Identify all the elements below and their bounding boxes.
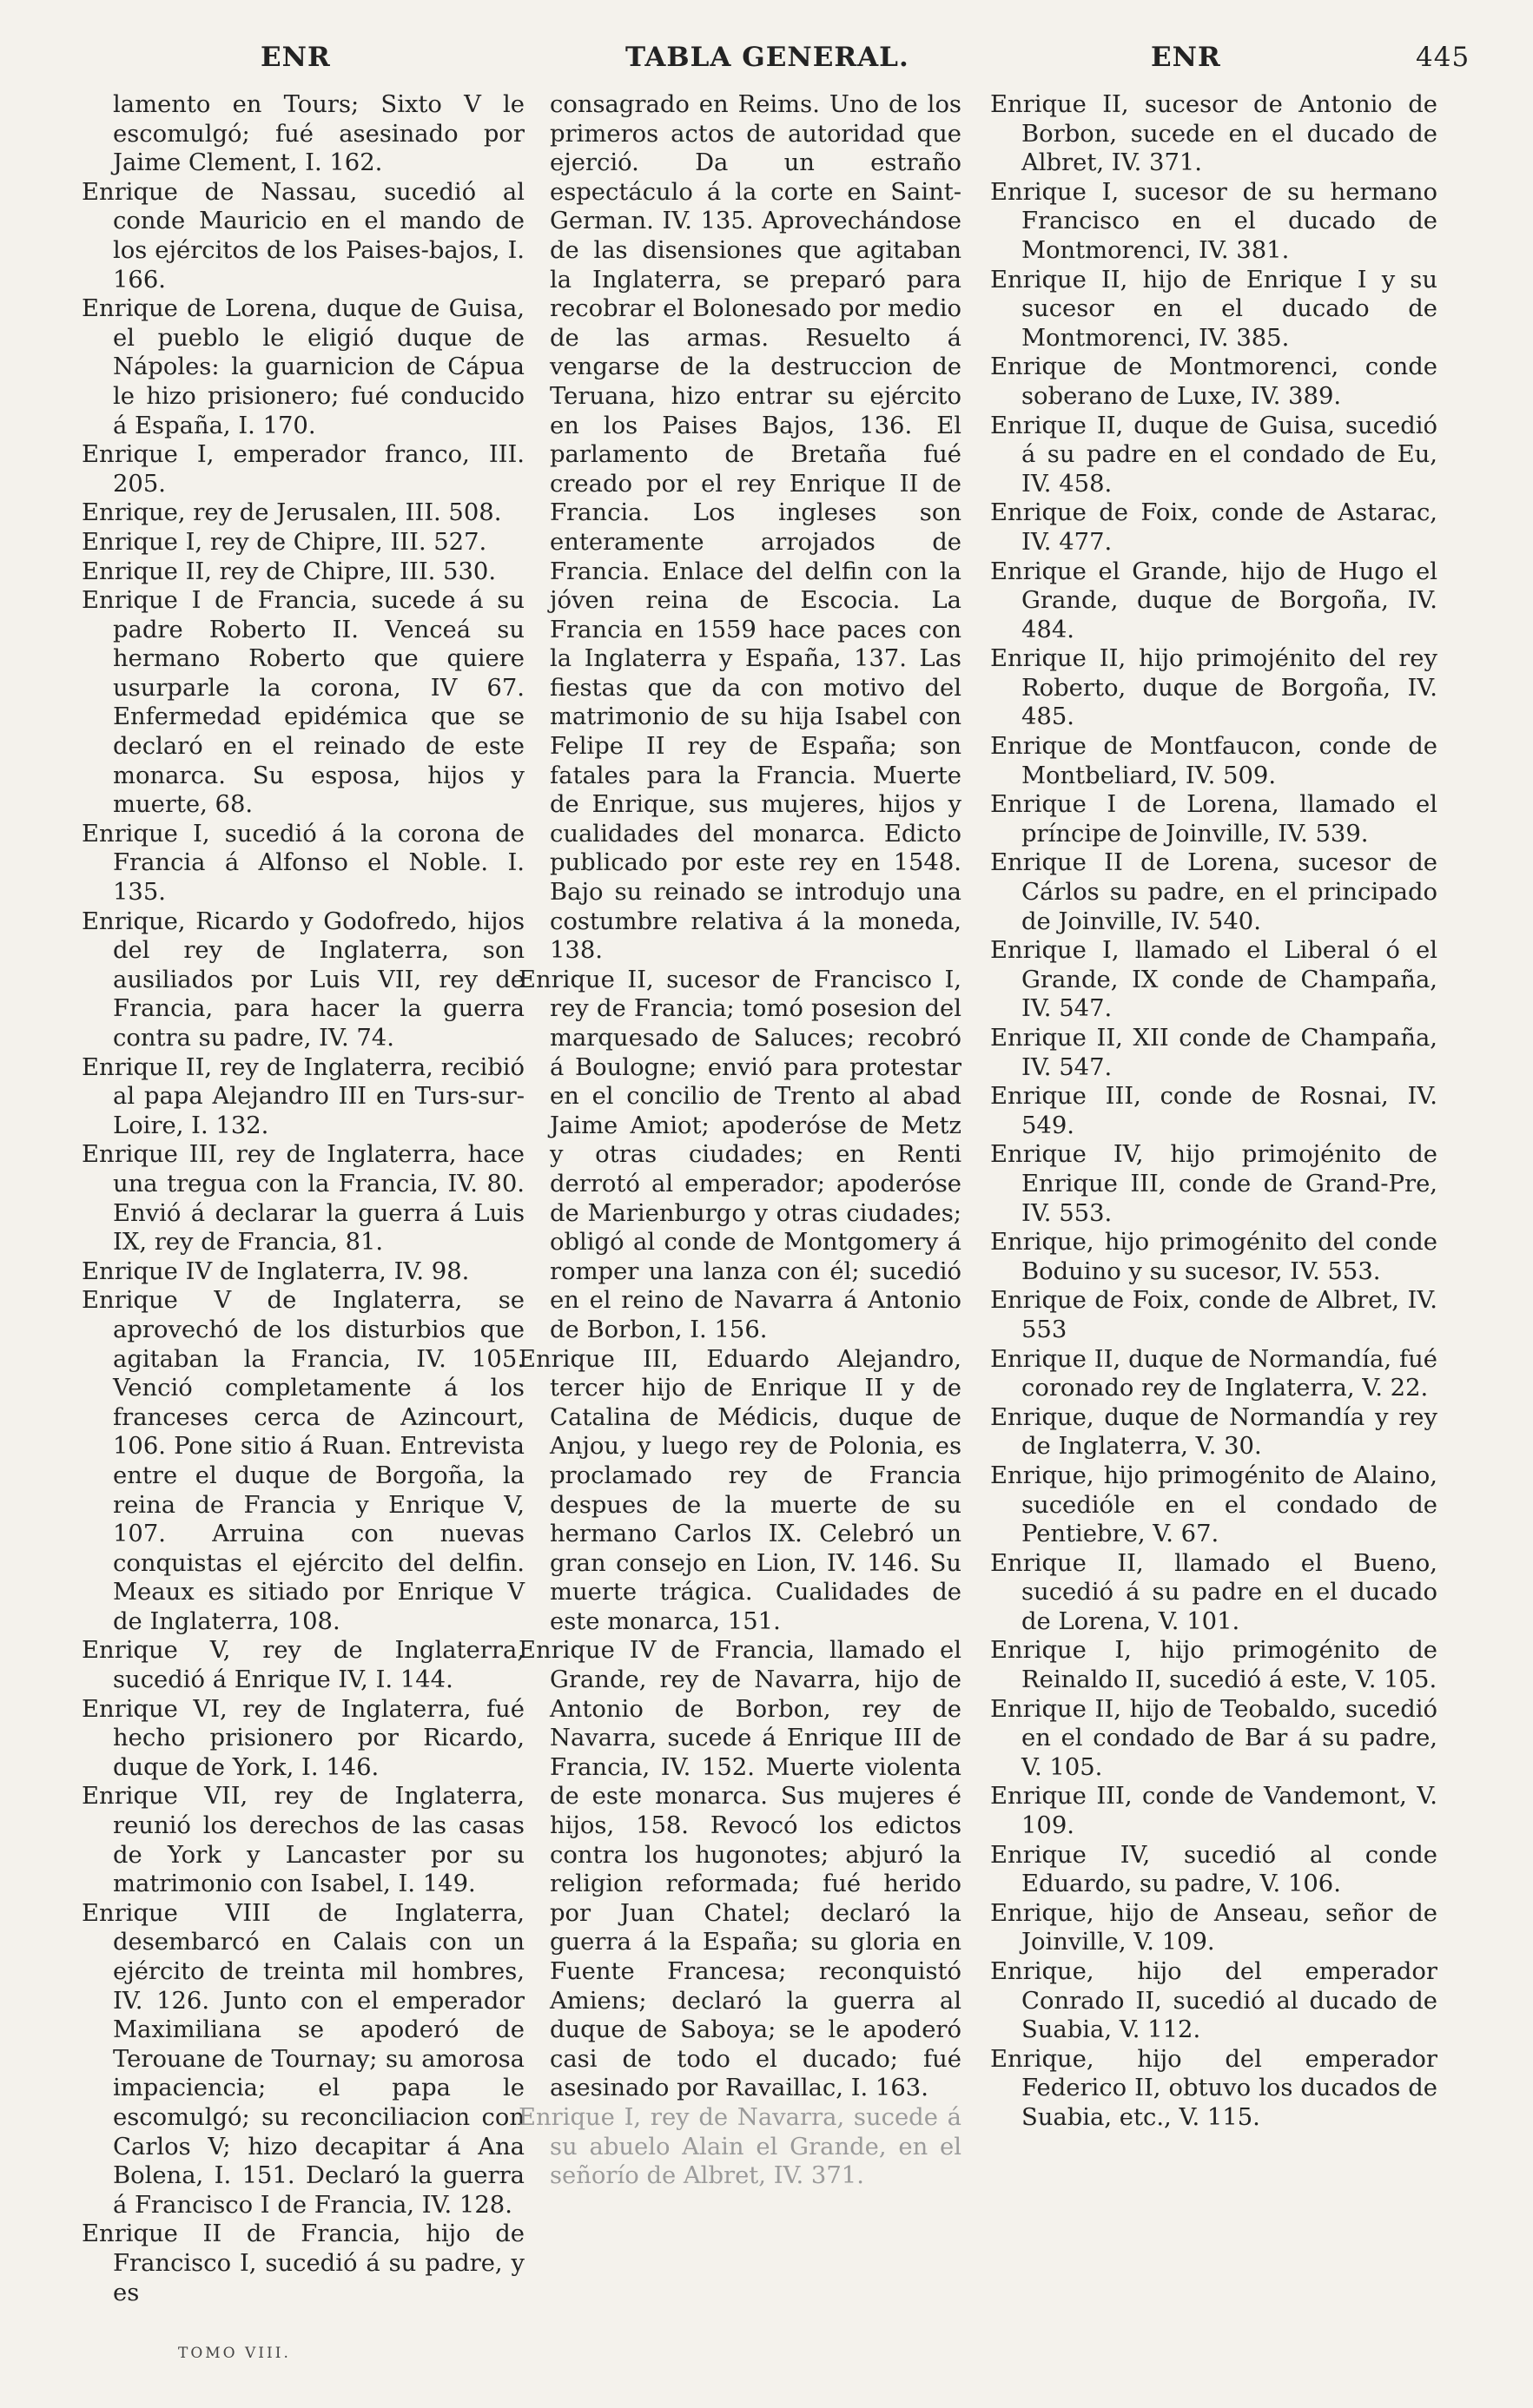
index-entry: Enrique I, sucesor de su hermano Francisco en el ducado de Montmorenci, IV. 381. bbox=[990, 178, 1437, 264]
index-entry: Enrique, hijo primogénito de Alaino, sucedióle en el condado de Pentiebre, V. 67. bbox=[990, 1461, 1437, 1548]
index-entry: Enrique II de Francia, hijo de Francisco I, sucedió á su padre, y es bbox=[82, 2220, 525, 2306]
index-entry: Enrique II, sucesor de Antonio de Borbon, sucede en el ducado de Albret, IV. 371. bbox=[990, 91, 1437, 177]
index-entry: Enrique III, Eduardo Alejandro, tercer hijo de Enrique II y de Catalina de Médicis, duque de Anjou, y luego rey de Polonia, es proclamado rey de Francia despues de la muerte de su hermano Carlos IX. Celebró un gran consejo en Lion, IV. 146. Su muerte trágica. Cualidades de este monarca, 151. bbox=[519, 1345, 961, 1635]
index-entry: Enrique II, duque de Guisa, sucedió á su padre en el condado de Eu, IV. 458. bbox=[990, 412, 1437, 498]
volume-footer: TOMO VIII. bbox=[178, 2345, 291, 2362]
index-entry: Enrique II, rey de Chipre, III. 530. bbox=[82, 557, 497, 585]
index-entry: Enrique de Foix, conde de Albret, IV. 553 bbox=[990, 1287, 1437, 1343]
header-left-word: ENR bbox=[261, 42, 331, 73]
header-title: TABLA GENERAL. bbox=[625, 42, 909, 73]
index-entry: Enrique I, llamado el Liberal ó el Grande, IX conde de Champaña, IV. 547. bbox=[990, 937, 1437, 1023]
header-right-word: ENR bbox=[1151, 42, 1221, 73]
index-column-3 bbox=[990, 90, 1437, 2133]
index-entry: Enrique el Grande, hijo de Hugo el Grande, duque de Borgoña, IV. 484. bbox=[990, 557, 1437, 643]
index-entry: Enrique II, hijo de Enrique I y su sucesor en el ducado de Montmorenci, IV. 385. bbox=[990, 266, 1437, 352]
index-entry: Enrique I, rey de Chipre, III. 527. bbox=[82, 528, 487, 556]
index-entry: Enrique II, hijo de Teobaldo, sucedió en el condado de Bar á su padre, V. 105. bbox=[990, 1695, 1437, 1781]
index-entry-continuation: lamento en Tours; Sixto V le escomulgó; fué asesinado por Jaime Clement, I. 162. bbox=[113, 91, 525, 177]
index-entry: Enrique II, rey de Inglaterra, recibió al papa Alejandro III en Turs-sur-Loire, I. 132. bbox=[82, 1053, 525, 1139]
index-entry: Enrique de Nassau, sucedió al conde Mauricio en el mando de los ejércitos de los Paises-bajos, I. 166. bbox=[82, 178, 525, 294]
index-entry: Enrique I de Francia, sucede á su padre Roberto II. Venceá su hermano Roberto que quiere usurparle la corona, IV 67. Enfermedad epidémica que se declaró en el reinado de este monarca. Su esposa, hijos y muerte, 68. bbox=[82, 587, 525, 819]
index-entry: Enrique I, emperador franco, III. 205. bbox=[82, 441, 525, 498]
index-entry: Enrique V de Inglaterra, se aprovechó de los disturbios que agitaban la Francia, IV. 105. Venció completamente á los franceses cerca de Azincourt, 106. Pone sitio á Ruan. Entrevista entre el duque de Borgoña, la reina de Francia y Enrique V, 107. Arruina con nuevas conquistas el ejército del delfin. Meaux es sitiado por Enrique V de Inglaterra, 108. bbox=[82, 1287, 525, 1635]
index-entry: Enrique IV, sucedió al conde Eduardo, su padre, V. 106. bbox=[990, 1841, 1437, 1898]
index-entry: Enrique, duque de Normandía y rey de Inglaterra, V. 30. bbox=[990, 1403, 1437, 1461]
index-entry: Enrique I, sucedió á la corona de Francia á Alfonso el Noble. I. 135. bbox=[82, 820, 525, 907]
index-entry: Enrique I, hijo primogénito de Reinaldo II, sucedió á este, V. 105. bbox=[990, 1637, 1437, 1694]
index-entry: Enrique de Montmorenci, conde soberano de Luxe, IV. 389. bbox=[990, 353, 1437, 410]
index-column-1 bbox=[82, 90, 525, 2307]
index-entry: Enrique II, hijo primojénito del rey Roberto, duque de Borgoña, IV. 485. bbox=[990, 645, 1437, 731]
index-entry: Enrique II, XII conde de Champaña, IV. 547. bbox=[990, 1025, 1437, 1081]
index-entry: Enrique de Foix, conde de Astarac, IV. 477. bbox=[990, 499, 1437, 556]
index-entry: Enrique, Ricardo y Godofredo, hijos del rey de Inglaterra, son ausiliados por Luis VII, rey de Francia, para hacer la guerra contra su padre, IV. 74. bbox=[82, 907, 525, 1052]
index-entry: Enrique IV, hijo primojénito de Enrique III, conde de Grand-Pre, IV. 553. bbox=[990, 1141, 1437, 1227]
index-entry-continuation: consagrado en Reims. Uno de los primeros actos de autoridad que ejerció. Da un estraño espectáculo á la corte en Saint-German. IV. 135. Aprovechándose de las disensiones que agitaban la Inglaterra, se preparó para recobrar el Bolonesado por medio de las armas. Resuelto á vengarse de la destruccion de Teruana, hizo entrar su ejército en los Paises Bajos, 136. El parlamento de Bretaña fué creado por el rey Enrique II de Francia. Los ingleses son enteramente arrojados de Francia. Enlace del delfin con la jóven reina de Escocia. La Francia en 1559 hace paces con la Inglaterra y España, 137. Las fiestas que da con motivo del matrimonio de su hija Isabel con Felipe II rey de España; son fatales para la Francia. Muerte de Enrique, sus mujeres, hijos y cualidades del monarca. Edicto publicado por este rey en 1548. Bajo su reinado se introdujo una costumbre relativa á la moneda, 138. bbox=[550, 91, 961, 965]
index-column-2 bbox=[519, 90, 961, 2191]
index-entry: Enrique, hijo del emperador Conrado II, sucedió al ducado de Suabia, V. 112. bbox=[990, 1958, 1437, 2044]
index-entry: Enrique III, conde de Rosnai, IV. 549. bbox=[990, 1083, 1437, 1139]
index-entry: Enrique I de Lorena, llamado el príncipe de Joinville, IV. 539. bbox=[990, 791, 1437, 848]
index-entry: Enrique II de Lorena, sucesor de Cárlos su padre, en el principado de Joinville, IV. 540. bbox=[990, 849, 1437, 935]
index-entry: Enrique VI, rey de Inglaterra, fué hecho prisionero por Ricardo, duque de York, I. 146. bbox=[82, 1695, 525, 1781]
page-number: 445 bbox=[1416, 42, 1470, 73]
index-entry: Enrique II, llamado el Bueno, sucedió á su padre en el ducado de Lorena, V. 101. bbox=[990, 1549, 1437, 1635]
index-entry: Enrique, hijo primogénito del conde Boduino y su sucesor, IV. 553. bbox=[990, 1229, 1437, 1285]
index-entry: Enrique III, rey de Inglaterra, hace una tregua con la Francia, IV. 80. Envió á declarar la guerra á Luis IX, rey de Francia, 81. bbox=[82, 1141, 525, 1257]
index-entry: Enrique IV de Inglaterra, IV. 98. bbox=[82, 1257, 470, 1285]
index-entry: Enrique, rey de Jerusalen, III. 508. bbox=[82, 499, 502, 527]
index-entry: Enrique de Lorena, duque de Guisa, el pueblo le eligió duque de Nápoles: la guarnicion de Cápua le hizo prisionero; fué conducido á España, I. 170. bbox=[82, 295, 525, 439]
index-entry: Enrique I, rey de Navarra, sucede á su abuelo Alain el Grande, en el señorío de Albret, IV. 371. bbox=[519, 2103, 961, 2190]
index-entry: Enrique, hijo de Anseau, señor de Joinville, V. 109. bbox=[990, 1899, 1437, 1956]
index-entry: Enrique IV de Francia, llamado el Grande, rey de Navarra, hijo de Antonio de Borbon, rey de Navarra, sucede á Enrique III de Francia, IV. 152. Muerte violenta de este monarca. Sus mujeres é hijos, 158. Revocó los edictos contra los hugonotes; abjuró la religion reformada; fué herido por Juan Chatel; declaró la guerra á la España; su gloria en Fuente Francesa; reconquistó Amiens; declaró la guerra al duque de Saboya; se le apoderó casi de todo el ducado; fué asesinado por Ravaillac, I. 163. bbox=[519, 1637, 961, 2102]
index-entry: Enrique V, rey de Inglaterra, sucedió á Enrique IV, I. 144. bbox=[82, 1637, 525, 1694]
index-entry: Enrique III, conde de Vandemont, V. 109. bbox=[990, 1783, 1437, 1840]
index-entry: Enrique II, sucesor de Francisco I, rey de Francia; tomó posesion del marquesado de Saluces; recobró á Boulogne; envió para protestar en el concilio de Trento al abad Jaime Amiot; apoderóse de Metz y otras ciudades; en Renti derrotó al emperador; apoderóse de Marienburgo y otras ciudades; obligó al conde de Montgomery á romper una lanza con él; sucedió en el reino de Navarra á Antonio de Borbon, I. 156. bbox=[519, 966, 961, 1343]
index-entry: Enrique VII, rey de Inglaterra, reunió los derechos de las casas de York y Lancaster por su matrimonio con Isabel, I. 149. bbox=[82, 1783, 525, 1898]
index-entry: Enrique II, duque de Normandía, fué coronado rey de Inglaterra, V. 22. bbox=[990, 1345, 1437, 1402]
index-entry: Enrique de Montfaucon, conde de Montbeliard, IV. 509. bbox=[990, 733, 1437, 789]
index-entry: Enrique VIII de Inglaterra, desembarcó en Calais con un ejército de treinta mil hombres, IV. 126. Junto con el emperador Maximiliana se apoderó de Terouane de Tournay; su amorosa impaciencia; el papa le escomulgó; su reconciliacion con Carlos V; hizo decapitar á Ana Bolena, I. 151. Declaró la guerra á Francisco I de Francia, IV. 128. bbox=[82, 1899, 525, 2219]
index-entry: Enrique, hijo del emperador Federico II, obtuvo los ducados de Suabia, etc., V. 115. bbox=[990, 2045, 1437, 2131]
